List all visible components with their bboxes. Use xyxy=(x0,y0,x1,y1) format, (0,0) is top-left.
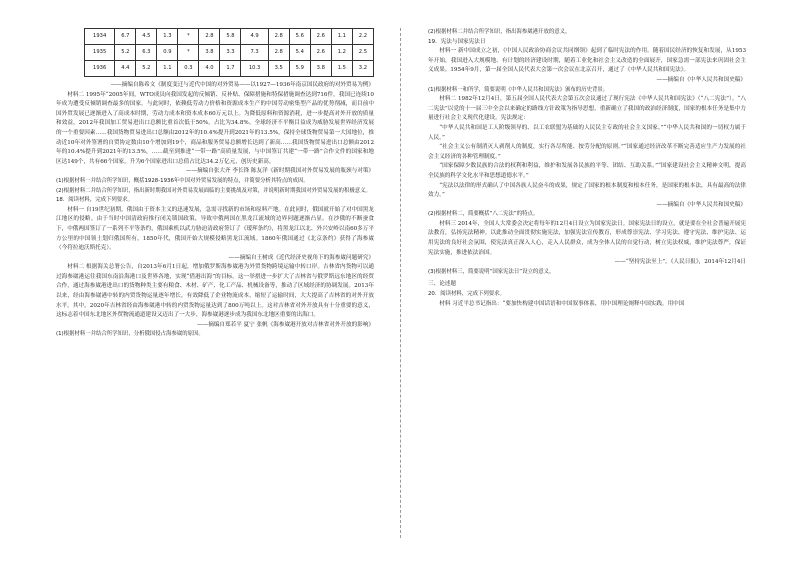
question-20-heading: 20．阅读材料，完成下列要求。 xyxy=(428,291,505,298)
table-cell-value: 6.3 xyxy=(136,45,157,61)
column-divider xyxy=(400,28,401,538)
table-cell-value: 4.9 xyxy=(241,29,268,45)
question-19-3: (3)根据材料三，简要说明“国家宪法日”设立的意义。 xyxy=(428,268,555,275)
table-cell-value: 4.4 xyxy=(115,61,136,77)
q19-material-2-quote-4: “宪法以法律的形式确认了中国各族人民奋斗的成果，规定了国家的根本制度和根本任务，是国家的根本法，具有最高的法律效力。” xyxy=(428,182,746,199)
table-cell-value: * xyxy=(178,29,199,45)
question-18-heading: 18．阅读材料，完成下列要求。 xyxy=(56,197,133,204)
table-cell-value: 7.3 xyxy=(241,45,268,61)
table-cell-value: 2.2 xyxy=(352,29,373,45)
table-cell-value: 1.3 xyxy=(157,29,178,45)
table-cell-value: 0.9 xyxy=(157,45,178,61)
table-cell-value: 2.8 xyxy=(268,45,289,61)
table-source: ——摘编自陈希文《制度变迁与近代中国的对外贸易——以1927—1936年南京国民政府的对外贸易为例》 xyxy=(110,82,374,88)
table-cell-value: 3.8 xyxy=(310,61,331,77)
table-cell-value: 2.6 xyxy=(310,45,331,61)
table-cell-value: 2.8 xyxy=(268,29,289,45)
q19-material-3-source: ——“坚持宪法至上”，《人民日报》，2014年12月4日 xyxy=(614,259,746,266)
table-cell-value: * xyxy=(178,45,199,61)
table-cell-year: 1934 xyxy=(85,29,115,45)
q18-material-1-text: 材料一 自19世纪初期，俄国由于资本主义的迅速发展，急需寻找新的市场和原料产地。在此同时，俄国就开始了对中国黑龙江地区的侵略。由于当时中国清政府推行闭关锁国政策，导致中俄两国在黑龙江流域的边界问题逐渐凸显。在沙俄的不断蚕食下，中俄两国签订了一系列不平等条约，俄国乘机以武力胁迫清政府签订了《瑷珲条约》，将黑龙江以北、外兴安岭以南60多万平方公里的中国领土划归俄国所有。1850年代，俄国开始大规模侵略黑龙江流域。1860年俄国通过《北京条约》获得了海参崴（今符拉迪沃斯托克）。 xyxy=(56,206,374,252)
question-19-2: (2)根据材料二，简要概括“八二宪法”的特点。 xyxy=(428,211,539,218)
table-cell-value: 3.3 xyxy=(220,45,241,61)
table-row xyxy=(85,29,374,45)
table-cell-year: 1935 xyxy=(85,45,115,61)
table-cell-value: 5.9 xyxy=(289,61,310,77)
q19-material-1-source: ——摘编自《中华人民共和国史稿》 xyxy=(656,76,746,83)
table-cell-value: 5.8 xyxy=(220,29,241,45)
table-row xyxy=(85,61,374,77)
table-cell-value: 2.5 xyxy=(352,45,373,61)
table-cell-value: 5.2 xyxy=(136,61,157,77)
q19-material-2-source: ——摘编自《中华人民共和国史稿》 xyxy=(656,201,746,208)
question-18-2: (2)根据材料二并结合所学知识，指出海参崴港开放的意义。 xyxy=(428,29,571,35)
table-cell-value: 1.5 xyxy=(331,61,352,77)
table-cell-value: 2.8 xyxy=(199,29,220,45)
trade-data-table xyxy=(84,28,374,77)
table-cell-value: 3.2 xyxy=(352,61,373,77)
table-cell-value: 2.6 xyxy=(310,29,331,45)
section-3-heading: 三、论述题 xyxy=(428,281,456,288)
q19-material-1-text: 材料一 新中国成立之初，《中国人民政治协商会议共同纲领》起到了临时宪法的作用。随着国民经济的恢复和发展，从1953年开始，我国进入大规模地、有计划的经济建设时期，随着工业化和社会主义改造的全面展开，国家急需一部宪法来巩固社会主义成果。1954年9月，第一届全国人民代表大会第一次会议在北京召开，通过了《中华人民共和国宪法》。 xyxy=(428,48,746,74)
q18-material-2-text: 材料二 根据海关总署公告，自2013年6月1日起，增加俄罗斯海参崴港为外贸货物跨境运输中转口岸。吉林省内货物可以通过海参崴港运往我国东南沿海港口及世界各地，实现“借港出海”的目标。这一举措进一步扩大了吉林省与俄罗斯远东地区的经贸合作，通过海参崴港进出口的货物种类主要有粮食、木材、矿产、化工产品、机械设备等，推动了区域经济的协调发展。2013年以来，经由海参崴港中转的内贸货物运量逐年增长，有效降低了企业物流成本，缩短了运输时间，大大提高了吉林省的对外开放水平。其中，2020年吉林省经由海参崴港中转的内贸货物运量达到了800万吨以上。这对吉林省对外开放具有十分重要的意义，这标志着中国东北地区外贸物流通道建设又迈出了一大步，海参崴港逐步成为我国东北地区重要的出海口。 xyxy=(56,264,374,319)
table-cell-value: 5.2 xyxy=(115,45,136,61)
table-cell-value: 4.5 xyxy=(136,29,157,45)
table-cell-value: 10.3 xyxy=(241,61,268,77)
table-cell-value: 0.3 xyxy=(178,61,199,77)
q20-material-text: 材料 习近平总书记指出：“要加快构建中国话语和中国叙事体系，用中国理论阐释中国实践，用中国 xyxy=(439,300,685,307)
question-17-2: (2)根据材料二并结合所学知识，指出新时期我国对外贸易发展面临的主要挑战及对策，并说明新时期我国对外贸易发展的积极意义。 xyxy=(56,187,371,194)
table-row xyxy=(85,45,374,61)
right-column xyxy=(428,28,746,309)
material-2-source: ——摘编自张大齐 李长锋 陈友洋《新时期我国对外贸易发展的瓶颈与对策》 xyxy=(185,168,374,175)
table-cell-value: 4.0 xyxy=(199,61,220,77)
q18-material-2-source: ——摘编自郑若平 夏宁 张帆《海参崴港开放对吉林省对外开放的影响》 xyxy=(197,321,374,328)
table-cell-value: 1.1 xyxy=(331,29,352,45)
q19-material-2-quote-1: “中华人民共和国是工人阶级领导的、以工农联盟为基础的人民民主专政的社会主义国家。”“中华人民共和国的一切权力属于人民。” xyxy=(428,124,746,141)
table-cell-value: 3.5 xyxy=(268,61,289,77)
table-cell-value: 6.7 xyxy=(115,29,136,45)
question-19-1: (1)根据材料一和所学，简要说明《中华人民共和国宪法》颁布的历史背景。 xyxy=(428,86,609,93)
table-cell-value: 5.4 xyxy=(289,45,310,61)
q19-material-2-quote-3: “国家保障少数民族的合法的权利和利益，维护和发展各民族的平等、团结、互助关系。”“国家建设社会主义精神文明，提高全民族的科学文化水平和思想道德水平。” xyxy=(428,163,746,179)
q19-material-2-quote-2: “社会主义公有制消灭人剥削人的制度，实行各尽所能、按劳分配的原则。”“国家通过经济改革不断完善适应生产力发展的社会主义经济的各种管理制度。” xyxy=(428,144,746,160)
q18-material-1-source: ——摘编自王树成《近代经济史视角下的海参崴问题研究》 xyxy=(228,254,374,261)
table-cell-value: 1.1 xyxy=(157,61,178,77)
table-cell-value: 1.2 xyxy=(331,45,352,61)
table-cell-value: 5.6 xyxy=(289,29,310,45)
table-cell-value: 3.8 xyxy=(199,45,220,61)
question-19-heading: 19．宪法与国家宪法日 xyxy=(428,38,486,45)
q19-material-2-text: 材料二 1982年12月4日，第五届全国人民代表大会第五次会议通过了现行宪法《中华人民共和国宪法》（“八二宪法”）。“八二宪法”以党的十一届三中全会以来确定的路线方针政策为指导思想，重新确立了我国的政治经济制度，国家的根本任务是集中力量进行社会主义现代化建设。宪法规定： xyxy=(428,96,746,122)
table-cell-year: 1936 xyxy=(85,61,115,77)
material-2-text: 材料二 1995年“2005年间，WTO成员向我国发起的反倾销、反补贴、保障措施和特保措施调查达到716件，我国已连续10年成为遭受反倾销调查最多的国家。与此同时，依赖低劳动力价格和资源成本生产的中国劳动密集型产品的优势削减，而目前中国外贸发展已逐渐进入了高成本时期，劳动力成本和资本成本60万元以上。为降低原料和资源消耗，进一步提高对外开放的质量和效益，2012年我国加工贸易进出口总额比重首次低于50%，占比为34.8%。全球经济不平衡目益成为威胁发展世界经济发展的一个重要因素……我国货物贸易进出口总额由2012年的10.4%提升到2021年的13.5%，保持全球货物贸易第一大国地位，推动近10年对外签署的自贸协定数由10个增加到19个，商品和服务贸易总额增长达到了新高……我国货物贸易进出口总额由2012年的10.4%提升到2021年的13.5%，……截至到推进“一带一路”高质量发展，与中国签订共建“一带一路”合作文件的国家和地区达149个，共有66个国家，升为6个国家进出口总值占比达34.2万亿元，创历史新高。 xyxy=(56,91,374,165)
left-column xyxy=(56,28,374,340)
q19-material-3-text: 材料三 2014年，全国人大常委会决定将每年的12月4日设立为国家宪法日。国家宪法日的设立，就是要在全社会普遍开展宪法教育，弘扬宪法精神。以此推动全面贯彻实施宪法，加强宪法宣传教育，形成尊崇宪法、学习宪法、遵守宪法、维护宪法、运用宪法的良好社会氛围，使宪法真正深入人心，走入人民群众，成为全体人民的自觉行动，树立宪法权威，维护宪法尊严，保证宪法实施，推进依法治国。 xyxy=(428,220,746,256)
table-cell-value: 1.7 xyxy=(220,61,241,77)
question-18-1: (1)根据材料一并结合所学知识，分析俄国侵占海参崴的原因。 xyxy=(56,331,204,338)
question-17-1: (1)根据材料一并结合所学知识，概括1928-1936年中国对外贸易发展的特点，并简要分析其特点的成因。 xyxy=(56,177,309,184)
